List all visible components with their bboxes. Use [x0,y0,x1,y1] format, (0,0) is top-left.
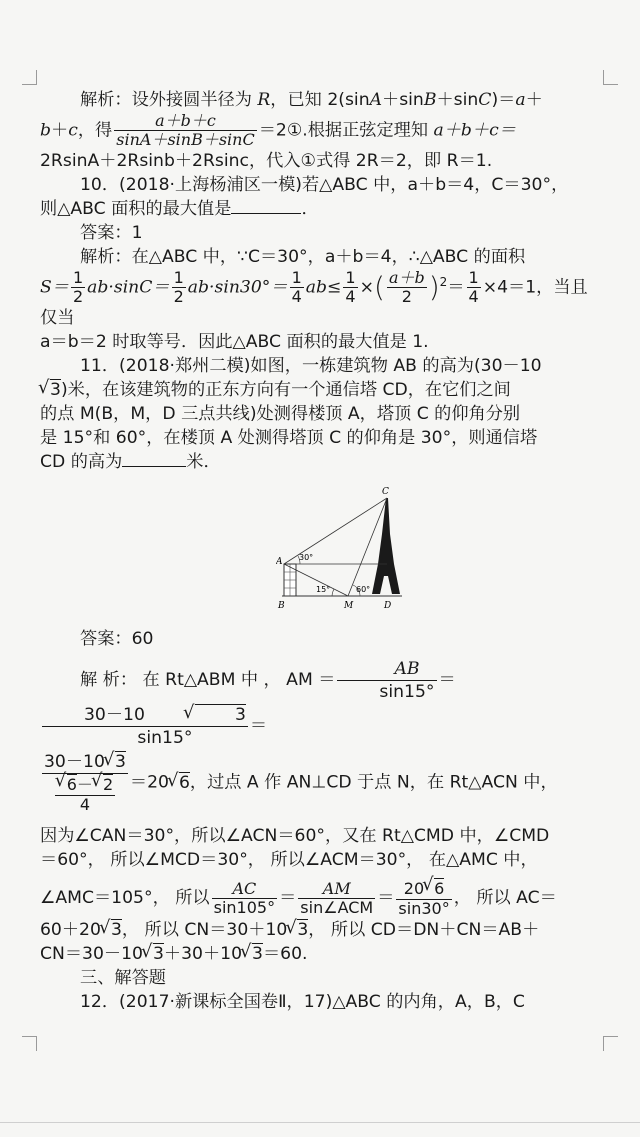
label-angle-15: 15° [316,585,331,594]
answer-blank [231,197,301,214]
question-11-line-4: 是 15°和 60°，在楼顶 A 处测得塔顶 C 的仰角是 30°，则通信塔 [40,428,538,448]
question-11-line-3: 的点 M(B，M，D 三点共线)处测得楼顶 A，塔顶 C 的仰角分别 [40,404,521,424]
solution-11-line-2: 30－10√ 3 √ $\frac{6-√ 2}{4}$ ＝20√ 6，过点 A 作 AN⊥CD 于点 N，在 Rt△ACN 中， [40,751,602,814]
fraction: $\frac{1}{2}$ [173,268,184,306]
fraction: $\frac{a+b+c}{\sin A+\sin B+\sin C}$ [116,111,255,149]
answer-10: 答案：1 [80,223,143,243]
fraction: $\frac{1}{2}$ [72,268,84,306]
solution-10-line-3: a＝b＝2 时取等号．因此△ABC 面积的最大值是 1. [40,332,429,352]
document-body [40,88,602,1014]
tower-figure [40,484,602,619]
fraction: $\frac{30-10√ 3}{\sin 15^\circ}$ [42,704,248,749]
tower [372,498,400,594]
answer-blank [122,450,186,467]
solution-9-line-1: 解析：设外接圆半径为 R，已知 2(sinA＋sinB＋sinC)＝a＋ [80,90,543,110]
fraction: $\frac{AC}{\sin 105^\circ}$ [213,878,276,917]
solution-11-line-5: ∠AMC＝105°， 所以 $\frac{AC}{\sin 105^\circ}$ ＝ $\frac{AM}{\text{sin∠ACM}}$ ＝ $\frac{20√ 6}{\sin 30^\circ}$ ， 所以 AC＝ [40,878,602,918]
fraction: $\frac{1}{4}$ [291,268,302,306]
label-C: C [382,487,389,497]
solution-10-line-1: 解析：在△ABC 中，∵C＝30°，a＋b＝4，∴△ABC 的面积 [80,247,526,267]
solution-11-line-6: 60＋20√ 3， 所以 CN＝30＋10√ 3， 所以 CD＝DN＋CN＝AB＋ [40,918,602,942]
fraction: $\frac{20√ 6}{\sin 30^\circ}$ [396,878,451,918]
tower-diagram [276,484,406,614]
label-angle-60: 60° [356,585,371,594]
label-D: D [384,601,392,611]
bottom-divider [0,1122,640,1123]
solution-10-line-2: S＝ $\frac{1}{2}$ ab·sinC＝ $\frac{1}{2}$ ab·sin30°＝ $\frac{1}{4}$ ab≤ $\frac{1}{4}$ ×( $\frac{a+b}{2}$ )$^2$＝ $\frac{1}{4}$ ×4＝1，当且仅当 [40,268,588,328]
compound-fraction: 30－10√ 3 √ $\frac{6-√ 2}{4}$ [42,751,128,814]
label-M: M [344,601,354,611]
answer-11: 答案：60 [80,629,154,649]
label-A: A [276,557,283,567]
fraction: $\frac{1}{4}$ [468,268,479,306]
question-10-line-1: 10．(2018·上海杨浦区一模)若△ABC 中，a＋b＝4，C＝30°， [80,175,569,195]
crop-mark-top-right [603,70,618,85]
question-12-line-1: 12．(2017·新课标全国卷Ⅱ，17)△ABC 的内角，A，B，C [80,992,525,1012]
solution-9-line-3: 2RsinA＋2Rsinb＋2Rsinc，代入①式得 2R＝2，即 R＝1. [40,151,493,171]
question-11-line-1: 11．(2018·郑州二模)如图，一栋建筑物 AB 的高为(30－10 [80,356,542,376]
label-angle-30: 30° [299,553,314,562]
question-10-line-2: 则△ABC 面积的最大值是 ． [40,199,319,219]
solution-11-line-3: 因为∠CAN＝30°，所以∠ACN＝60°，又在 Rt△CMD 中，∠CMD [40,826,550,846]
label-B: B [278,601,285,611]
solution-11-line-7: CN＝30－10√ 3＋30＋10√ 3＝60. [40,942,602,966]
fraction: $\frac{a+b}{2}$ [388,268,425,306]
crop-mark-bottom-left [22,1036,37,1051]
fraction: $\frac{AM}{\text{sin∠ACM}}$ [300,878,374,917]
solution-11-line-1: 解 析： 在 Rt△ABM 中 ， AM ＝ $\frac{AB}{\sin 15^\circ}$ ＝ $\frac{30-10√ 3}{\sin 15^\circ}$ ＝ [40,657,602,749]
solution-9-line-2: b＋c，得 $\frac{a+b+c}{\sin A+\sin B+\sin C}$ ＝2①.根据正弦定理知 a＋b＋c＝ [40,111,516,149]
question-11-line-2: √ 3)米，在该建筑物的正东方向有一个通信塔 CD，在它们之间 [40,378,602,402]
solution-11-line-4: ＝60°， 所以∠MCD＝30°， 所以∠ACM＝30°， 在△AMC 中， [40,850,538,870]
question-11-line-5: CD 的高为 米． [40,452,221,472]
section-heading: 三、解答题 [80,968,166,988]
crop-mark-top-left [22,70,37,85]
crop-mark-bottom-right [603,1036,618,1051]
fraction: $\frac{AB}{\sin 15^\circ}$ [337,658,436,703]
fraction: $\frac{1}{4}$ [345,268,356,306]
